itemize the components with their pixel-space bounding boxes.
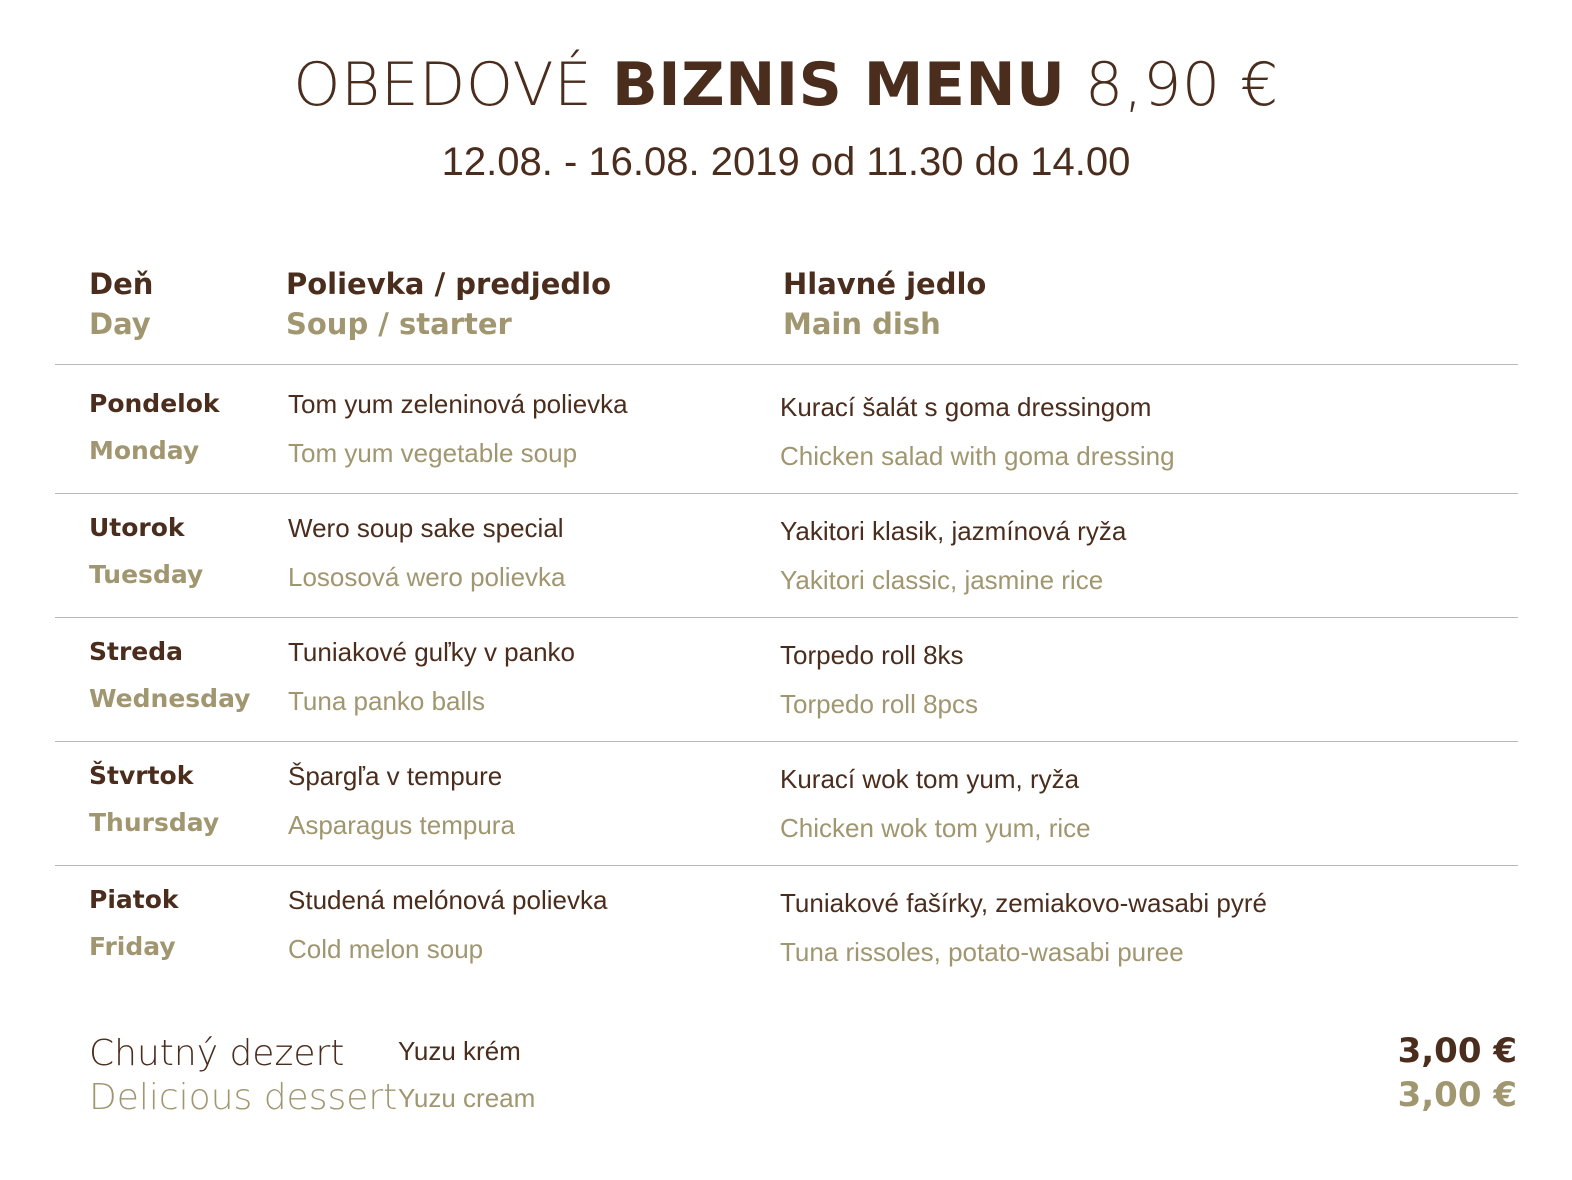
- main-sk: Torpedo roll 8ks: [780, 640, 964, 670]
- title-price: 8,90 €: [1084, 50, 1279, 120]
- page-subtitle-dates: 12.08. - 16.08. 2019 od 11.30 do 14.00: [441, 140, 1131, 184]
- dessert-label-sk: Chutný dezert: [89, 1033, 345, 1074]
- day-name-sk: Utorok: [89, 513, 185, 542]
- dessert-price-sk: 3,00 €: [1397, 1031, 1517, 1071]
- soup-en: Tom yum vegetable soup: [288, 438, 578, 468]
- dessert-label-en: Delicious dessert: [89, 1077, 398, 1118]
- header-soup-sk: Polievka / predjedlo: [286, 267, 611, 301]
- column-headers: [0, 264, 1572, 364]
- header-day-sk: Deň: [89, 267, 154, 301]
- day-name-sk: Piatok: [89, 885, 179, 914]
- day-name-sk: Štvrtok: [89, 761, 194, 790]
- menu-row-thursday: [0, 738, 1572, 862]
- header-main-en: Main dish: [783, 307, 941, 341]
- soup-sk: Studená melónová polievka: [288, 885, 608, 915]
- soup-sk: Wero soup sake special: [288, 513, 564, 543]
- day-name-en: Tuesday: [89, 560, 204, 589]
- soup-sk: Tom yum zeleninová polievka: [288, 389, 628, 419]
- main-sk: Yakitori klasik, jazmínová ryža: [780, 516, 1127, 546]
- header-soup-en: Soup / starter: [286, 307, 512, 341]
- dessert-section: [0, 1026, 1572, 1126]
- main-sk: Tuniakové fašírky, zemiakovo-wasabi pyré: [780, 888, 1267, 918]
- menu-row-tuesday: [0, 490, 1572, 614]
- dessert-item-sk: Yuzu krém: [398, 1036, 521, 1066]
- page-title: [0, 48, 1572, 122]
- soup-en: Asparagus tempura: [288, 810, 515, 840]
- main-sk: Kurací šalát s goma dressingom: [780, 392, 1152, 422]
- divider: [55, 364, 1518, 365]
- soup-en: Lososová wero polievka: [288, 562, 566, 592]
- menu-row-monday: [0, 366, 1572, 490]
- soup-sk: Tuniakové guľky v panko: [288, 637, 576, 667]
- day-name-en: Wednesday: [89, 684, 251, 713]
- title-obedove: OBEDOVÉ: [293, 50, 593, 120]
- dessert-price-en: 3,00 €: [1397, 1075, 1517, 1115]
- main-en: Chicken salad with goma dressing: [780, 441, 1175, 471]
- main-en: Chicken wok tom yum, rice: [780, 813, 1091, 843]
- main-en: Tuna rissoles, potato-wasabi puree: [780, 937, 1184, 967]
- dessert-item-en: Yuzu cream: [398, 1083, 536, 1113]
- main-en: Yakitori classic, jasmine rice: [780, 565, 1104, 595]
- main-sk: Kurací wok tom yum, ryža: [780, 764, 1080, 794]
- title-biznis-menu: BIZNIS MENU: [612, 50, 1066, 120]
- day-name-en: Friday: [89, 932, 176, 961]
- soup-en: Tuna panko balls: [288, 686, 486, 716]
- menu-row-friday: [0, 862, 1572, 986]
- day-name-sk: Pondelok: [89, 389, 220, 418]
- header-main-sk: Hlavné jedlo: [783, 267, 987, 301]
- day-name-sk: Streda: [89, 637, 184, 666]
- header-day-en: Day: [89, 307, 151, 341]
- soup-sk: Špargľa v tempure: [288, 761, 503, 791]
- main-en: Torpedo roll 8pcs: [780, 689, 978, 719]
- menu-row-wednesday: [0, 614, 1572, 738]
- day-name-en: Monday: [89, 436, 200, 465]
- soup-en: Cold melon soup: [288, 934, 484, 964]
- day-name-en: Thursday: [89, 808, 220, 837]
